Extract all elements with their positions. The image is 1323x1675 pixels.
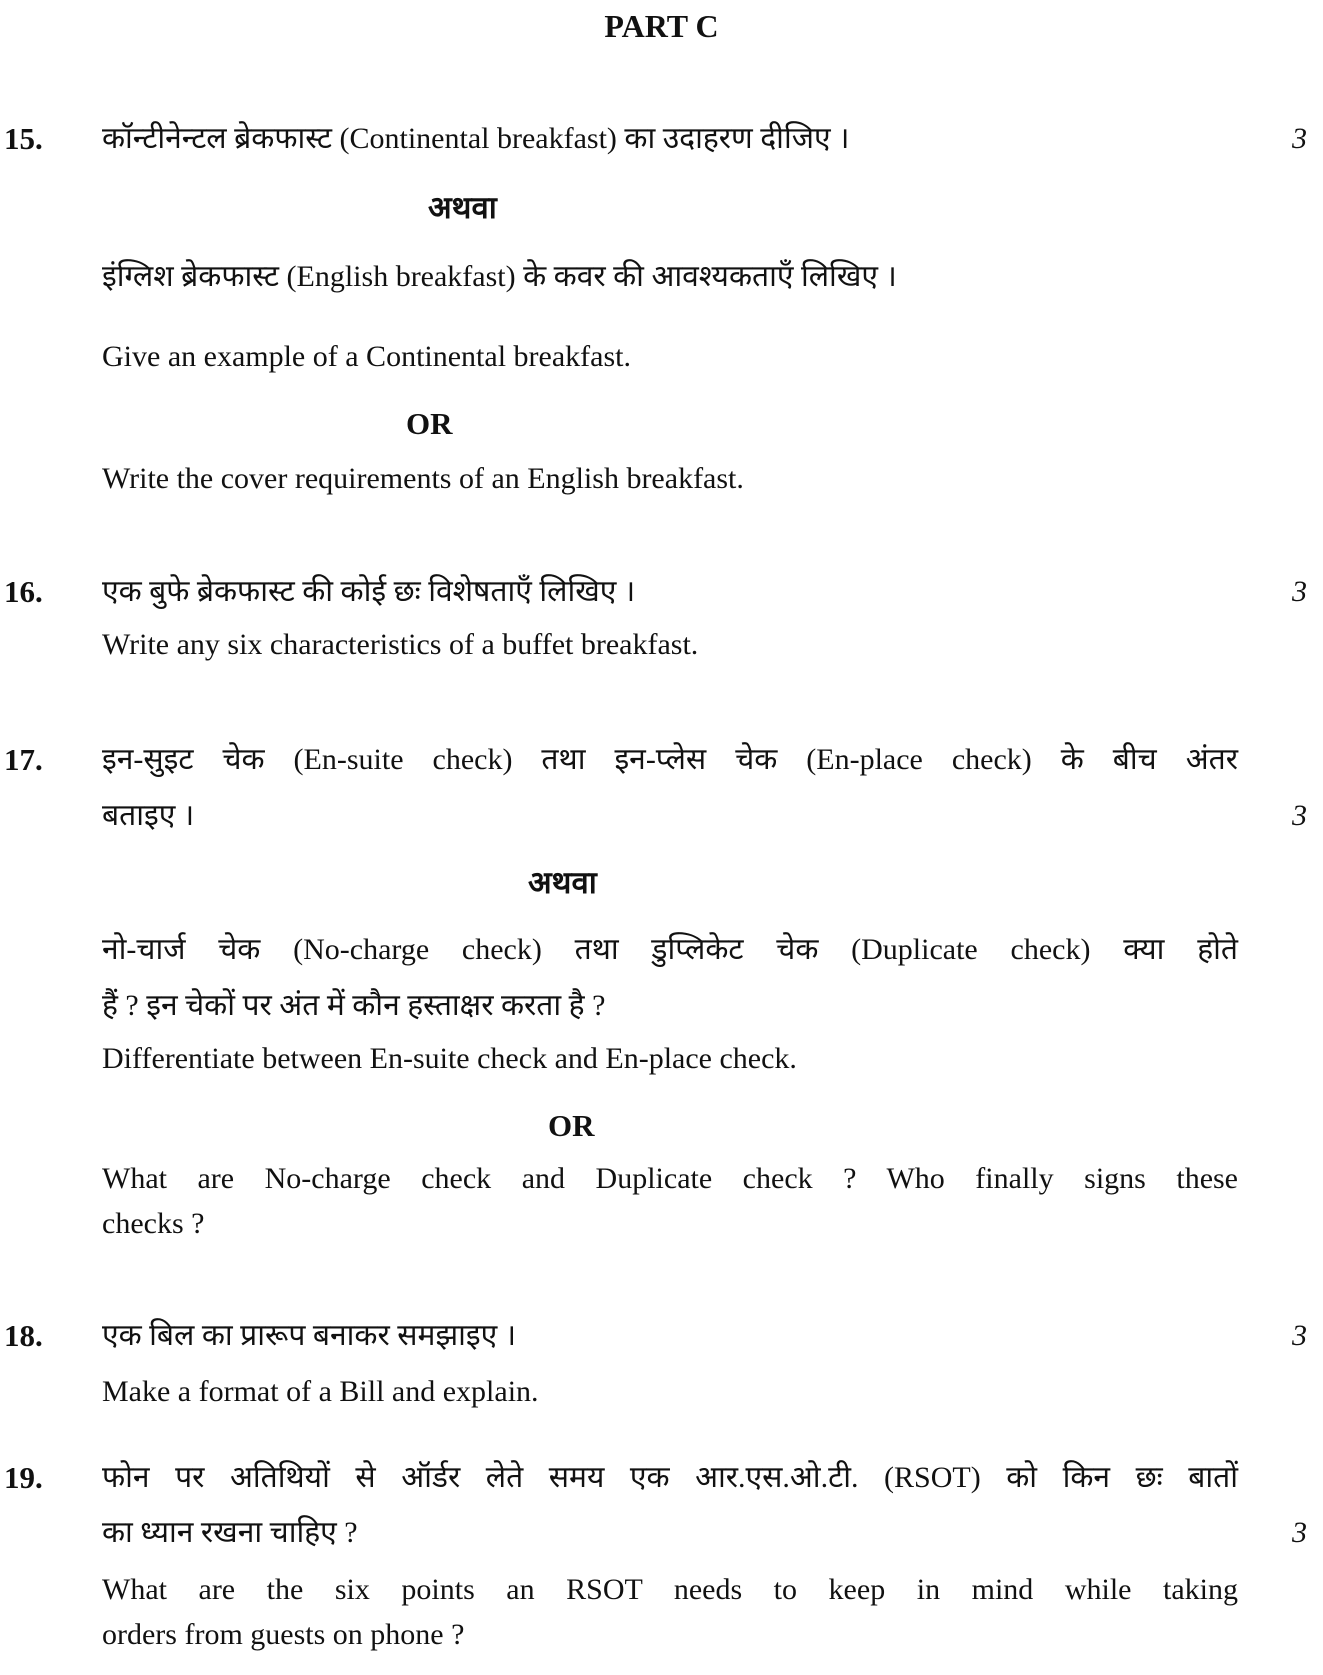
question-number: 18. [4, 1318, 43, 1353]
question-marks: 3 [1292, 1319, 1307, 1352]
question-text-hindi-alt: हैं ? इन चेकों पर अंत में कौन हस्ताक्षर करता है ? [102, 989, 606, 1022]
question-text-hindi: फोन पर अतिथियों से ऑर्डर लेते समय एक आर.एस.ओ.टी. (RSOT) को किन छः बातों [102, 1461, 1238, 1494]
question-text-hindi: बताइए । [102, 799, 195, 832]
question-text-english: Make a format of a Bill and explain. [102, 1375, 539, 1408]
question-text-english: Write any six characteristics of a buffet breakfast. [102, 628, 699, 661]
question-text-hindi-alt: इंग्लिश ब्रेकफास्ट (English breakfast) के कवर की आवश्यकताएँ लिखिए । [102, 260, 897, 293]
question-marks: 3 [1292, 799, 1307, 832]
question-text-hindi: कॉन्टीनेन्टल ब्रेकफास्ट (Continental breakfast) का उदाहरण दीजिए । [102, 122, 850, 155]
question-number: 16. [4, 574, 43, 609]
question-number: 17. [4, 742, 43, 777]
or-hindi: अथवा [528, 865, 597, 900]
question-text-hindi: एक बिल का प्रारूप बनाकर समझाइए । [102, 1319, 517, 1352]
question-text-hindi: का ध्यान रखना चाहिए ? [102, 1516, 358, 1549]
or-english: OR [548, 1108, 595, 1143]
question-marks: 3 [1292, 1516, 1307, 1549]
question-text-hindi-alt: नो-चार्ज चेक (No-charge check) तथा डुप्लिकेट चेक (Duplicate check) क्या होते [102, 933, 1238, 966]
question-text-english-alt: checks ? [102, 1207, 205, 1240]
question-text-english-alt: Write the cover requirements of an English breakfast. [102, 462, 744, 495]
question-text-english: orders from guests on phone ? [102, 1618, 465, 1651]
question-text-english: Give an example of a Continental breakfast. [102, 340, 631, 373]
question-text-english-alt: What are No-charge check and Duplicate check ? Who finally signs these [102, 1162, 1238, 1195]
or-hindi: अथवा [428, 190, 497, 225]
question-text-english: What are the six points an RSOT needs to keep in mind while taking [102, 1573, 1238, 1606]
question-text-hindi: एक बुफे ब्रेकफास्ट की कोई छः विशेषताएँ लिखिए । [102, 575, 636, 608]
question-marks: 3 [1292, 122, 1307, 155]
section-heading: PART C [604, 8, 719, 44]
question-number: 19. [4, 1460, 43, 1495]
or-english: OR [406, 406, 453, 441]
question-number: 15. [4, 121, 43, 156]
question-marks: 3 [1292, 575, 1307, 608]
question-text-hindi: इन-सुइट चेक (En-suite check) तथा इन-प्लेस चेक (En-place check) के बीच अंतर [102, 743, 1238, 776]
question-text-english: Differentiate between En-suite check and En-place check. [102, 1042, 797, 1075]
